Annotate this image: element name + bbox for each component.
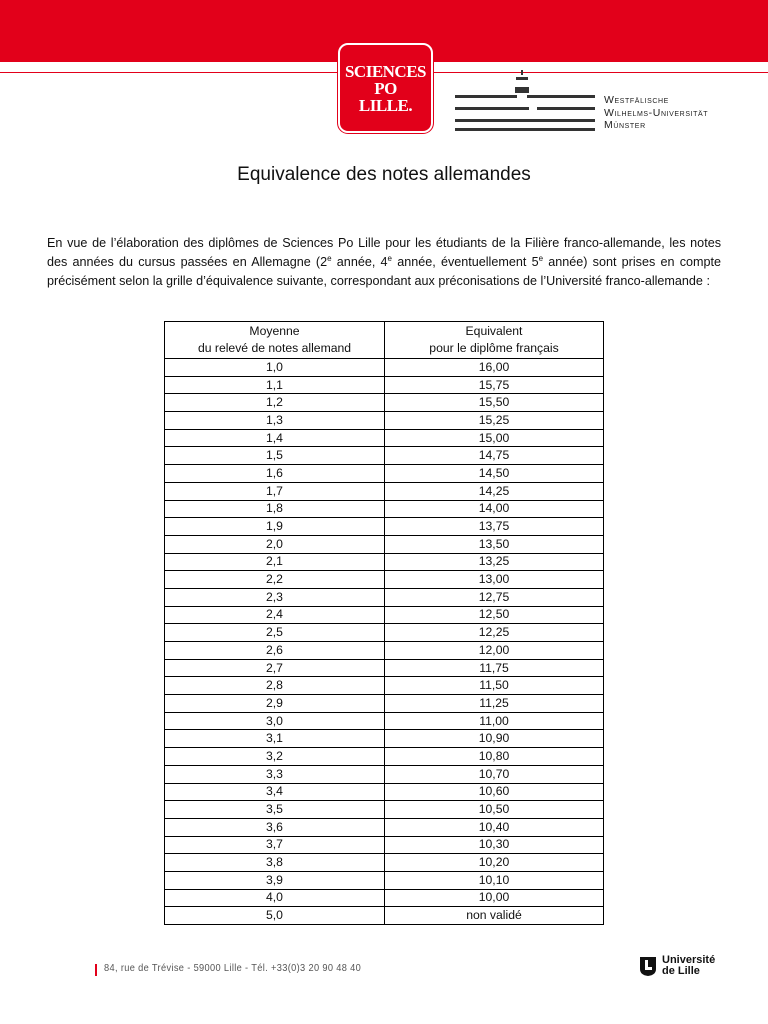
table-row [165,801,604,819]
footer-address: 84, rue de Trévise - 59000 Lille - Tél. +33(0)3 20 90 48 40 [104,962,362,974]
german-grade-cell: 1,1 [165,376,385,394]
table-row [165,730,604,748]
table-row [165,659,604,677]
french-grade-cell: 11,50 [385,677,604,695]
column-header-line: Moyenne [249,324,300,338]
wwu-emblem-icon [455,70,595,132]
column-header-german-average [165,322,385,359]
table-row [165,606,604,624]
french-grade-cell: 12,00 [385,642,604,660]
german-grade-cell: 3,7 [165,836,385,854]
intro-sup-2: e [387,254,392,264]
french-grade-cell: 10,00 [385,889,604,907]
german-grade-cell: 1,2 [165,394,385,412]
intro-text-2: année, 4 [331,255,388,270]
german-grade-cell: 3,1 [165,730,385,748]
french-grade-cell: 15,75 [385,376,604,394]
table-row [165,907,604,925]
grade-equivalence-table [164,321,604,925]
table-row [165,818,604,836]
table-row [165,624,604,642]
table-body [165,359,604,925]
intro-text-3: année, éventuellement 5 [392,255,539,270]
universite-de-lille-icon [638,955,658,977]
french-grade-cell: 12,25 [385,624,604,642]
french-grade-cell: 13,25 [385,553,604,571]
table-row [165,535,604,553]
german-grade-cell: 2,7 [165,659,385,677]
german-grade-cell: 3,6 [165,818,385,836]
german-grade-cell: 2,0 [165,535,385,553]
table-row [165,500,604,518]
french-grade-cell: 10,10 [385,871,604,889]
german-grade-cell: 3,9 [165,871,385,889]
german-grade-cell: 3,4 [165,783,385,801]
intro-sup-3: e [538,254,544,264]
universite-de-lille-text [662,955,715,977]
table-row [165,748,604,766]
intro-text-4: année) sont prises en compte précisément selon la grille d’équivalence suivante, correspondant aux préconisations de l’Université franco-allemande : [47,255,722,289]
table-row [165,447,604,465]
french-grade-cell: 10,70 [385,765,604,783]
column-header-line: du relevé de notes allemand [197,341,352,355]
intro-paragraph [47,234,721,292]
table-row [165,376,604,394]
intro-text-1: En vue de l’élaboration des diplômes de Sciences Po Lille pour les étudiants de la Filière franco-allemande, les notes des années du cursus passées en Allemagne (2 [47,236,721,270]
column-header-line: Equivalent [465,324,523,338]
table-row [165,394,604,412]
french-grade-cell: 10,60 [385,783,604,801]
german-grade-cell: 1,4 [165,429,385,447]
german-grade-cell: 2,1 [165,553,385,571]
table-row [165,871,604,889]
wwu-name-line-1: Westfälische [604,94,669,106]
wwu-name-line-3: Münster [604,119,646,131]
french-grade-cell: 10,90 [385,730,604,748]
german-grade-cell: 2,9 [165,695,385,713]
german-grade-cell: 1,0 [165,359,385,377]
table-row [165,712,604,730]
table-row [165,889,604,907]
table-row [165,429,604,447]
french-grade-cell: 12,75 [385,588,604,606]
logo-line-3: LILLE. [358,95,413,115]
french-grade-cell: 14,75 [385,447,604,465]
german-grade-cell: 1,6 [165,465,385,483]
table-row [165,677,604,695]
french-grade-cell: 11,00 [385,712,604,730]
table-row [165,359,604,377]
german-grade-cell: 1,9 [165,518,385,536]
table-header-row [165,322,604,359]
german-grade-cell: 3,3 [165,765,385,783]
page-title: Equivalence des notes allemandes [237,164,531,185]
french-grade-cell: 16,00 [385,359,604,377]
french-grade-cell: 14,00 [385,500,604,518]
german-grade-cell: 2,5 [165,624,385,642]
intro-sup-1: e [327,254,332,264]
column-header-french-equivalent [385,322,604,359]
german-grade-cell: 4,0 [165,889,385,907]
logo-line-1: SCIENCES [344,61,427,81]
french-grade-cell: 10,80 [385,748,604,766]
column-header-line: pour le diplôme français [429,341,559,355]
french-grade-cell: 13,50 [385,535,604,553]
french-grade-cell: 15,50 [385,394,604,412]
german-grade-cell: 2,3 [165,588,385,606]
wwu-name [604,94,708,132]
table-row [165,854,604,872]
ul-text-line-2: de Lille [662,965,700,977]
logo-line-2: PO [374,78,397,98]
german-grade-cell: 3,8 [165,854,385,872]
german-grade-cell: 3,0 [165,712,385,730]
german-grade-cell: 1,5 [165,447,385,465]
french-grade-cell: 14,25 [385,482,604,500]
french-grade-cell: 13,00 [385,571,604,589]
sciences-po-lille-logo [338,43,433,133]
table-row [165,412,604,430]
french-grade-cell: 12,50 [385,606,604,624]
table-row [165,588,604,606]
french-grade-cell: 10,20 [385,854,604,872]
table-row [165,553,604,571]
table-row [165,695,604,713]
table-row [165,836,604,854]
french-grade-cell: 10,30 [385,836,604,854]
german-grade-cell: 2,6 [165,642,385,660]
german-grade-cell: 2,8 [165,677,385,695]
french-grade-cell: 15,25 [385,412,604,430]
german-grade-cell: 5,0 [165,907,385,925]
table-row [165,518,604,536]
wwu-name-line-2: Wilhelms-Universität [604,106,709,119]
table-row [165,465,604,483]
french-grade-cell: 13,75 [385,518,604,536]
german-grade-cell: 3,5 [165,801,385,819]
table-row [165,571,604,589]
german-grade-cell: 1,8 [165,500,385,518]
french-grade-cell: 15,00 [385,429,604,447]
table-row [165,783,604,801]
table-row [165,765,604,783]
french-grade-cell: non validé [385,907,604,925]
table-row [165,642,604,660]
ul-text-line-1: Université [662,954,716,966]
french-grade-cell: 10,50 [385,801,604,819]
universite-de-lille-logo [638,955,718,979]
german-grade-cell: 1,3 [165,412,385,430]
french-grade-cell: 11,75 [385,659,604,677]
german-grade-cell: 2,4 [165,606,385,624]
french-grade-cell: 11,25 [385,695,604,713]
german-grade-cell: 2,2 [165,571,385,589]
footer-red-bar [95,964,97,976]
french-grade-cell: 10,40 [385,818,604,836]
german-grade-cell: 1,7 [165,482,385,500]
table-row [165,482,604,500]
french-grade-cell: 14,50 [385,465,604,483]
german-grade-cell: 3,2 [165,748,385,766]
